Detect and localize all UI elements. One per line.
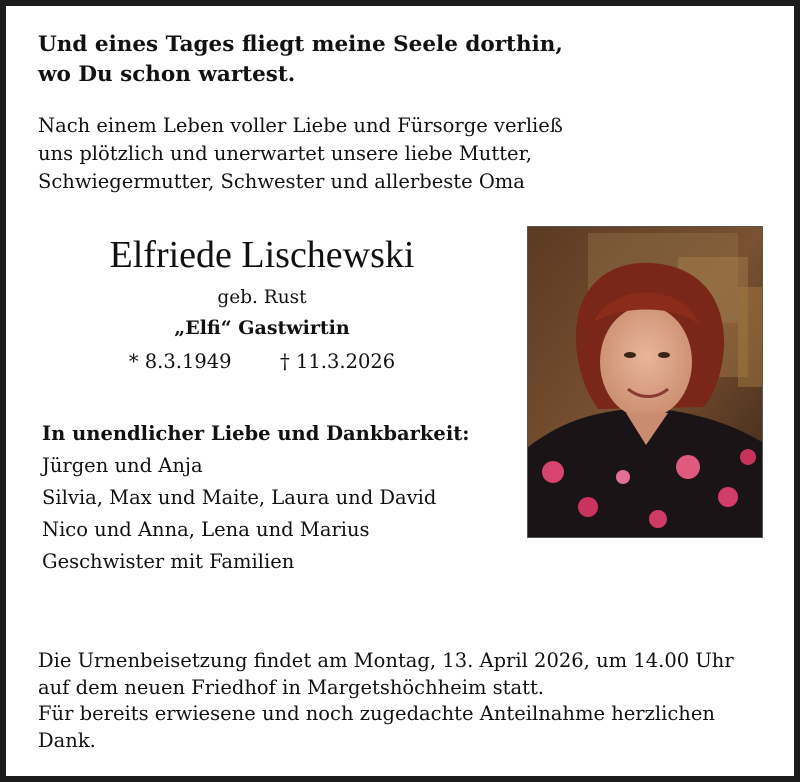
motto-line: Und eines Tages fliegt meine Seele dorthin, (38, 32, 563, 57)
family-line: Jürgen und Anja (42, 454, 203, 477)
funeral-notice (38, 648, 768, 754)
intro-line: Nach einem Leben voller Liebe und Fürsorge verließ (38, 114, 563, 137)
family-heading: In unendlicher Liebe und Dankbarkeit: (42, 422, 470, 445)
portrait-photo (527, 226, 763, 538)
intro-line: uns plötzlich und unerwartet unsere liebe Mutter, (38, 142, 532, 165)
footer-line: Dank. (38, 728, 96, 752)
nickname: „Elfi“ Gastwirtin (174, 317, 350, 339)
footer-line: Die Urnenbeisetzung findet am Montag, 13. April 2026, um 14.00 Uhr (38, 649, 734, 672)
motto (38, 30, 563, 90)
deceased-block (38, 230, 486, 376)
family-line: Silvia, Max und Maite, Laura und David (42, 486, 437, 509)
footer-line: Für bereits erwiesene und noch zugedachte Anteilnahme herzlichen (38, 702, 715, 725)
deceased-name: Elfriede Lischewski (109, 234, 415, 276)
death-date: † 11.3.2026 (280, 350, 396, 373)
intro-text (38, 112, 563, 196)
birth-date: * 8.3.1949 (128, 350, 232, 373)
obituary-card (6, 6, 794, 776)
family-line: Nico und Anna, Lena und Marius (42, 518, 370, 541)
family-line: Geschwister mit Familien (42, 550, 295, 573)
intro-line: Schwiegermutter, Schwester und allerbeste Oma (38, 170, 525, 193)
life-dates (38, 348, 486, 376)
motto-line: wo Du schon wartest. (38, 62, 296, 87)
footer-line: auf dem neuen Friedhof in Margetshöchheim statt. (38, 675, 545, 699)
family-list (42, 418, 469, 578)
birth-name: geb. Rust (217, 287, 307, 308)
